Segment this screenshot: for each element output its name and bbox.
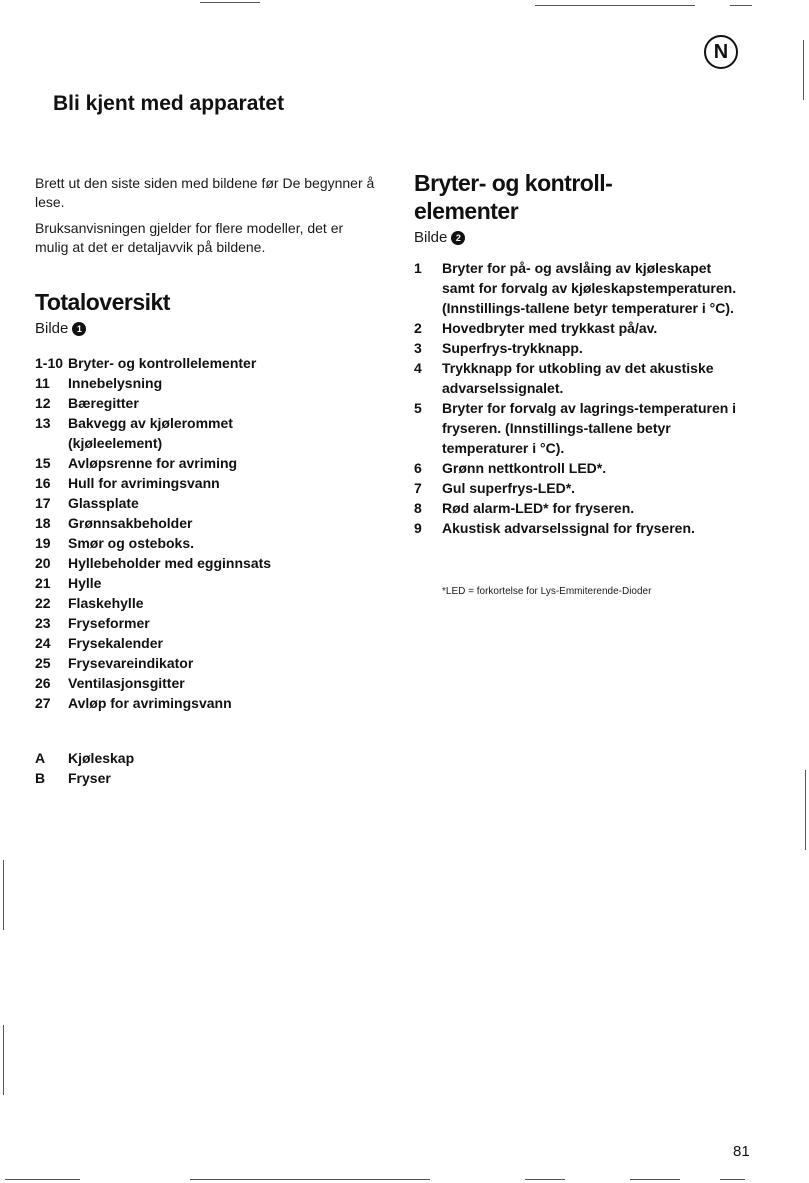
item-text: Hylle bbox=[68, 575, 102, 591]
list-item bbox=[35, 633, 405, 653]
list-item bbox=[414, 258, 744, 318]
list-item bbox=[35, 393, 405, 413]
language-badge-label: N bbox=[713, 41, 729, 63]
item-text: Grønnsakbeholder bbox=[68, 515, 193, 531]
item-number: 21 bbox=[35, 575, 51, 591]
overview-figure-ref bbox=[35, 320, 86, 337]
list-item bbox=[35, 373, 405, 393]
item-number: 23 bbox=[35, 615, 51, 631]
list-item bbox=[414, 498, 744, 518]
item-number: A bbox=[35, 750, 46, 766]
led-footnote: *LED = forkortelse for Lys-Emmiterende-Dioder bbox=[442, 586, 652, 597]
item-number: 13 bbox=[35, 415, 51, 431]
item-text: Trykknapp for utkobling av det akustiske advarselssignalet. bbox=[442, 360, 714, 396]
figure-label: Bilde bbox=[35, 320, 69, 337]
page-number: 81 bbox=[733, 1143, 750, 1160]
list-item bbox=[35, 353, 405, 373]
list-item bbox=[414, 478, 744, 498]
list-item bbox=[35, 748, 235, 768]
item-text: Bakvegg av kjølerommet (kjøleelement) bbox=[68, 415, 233, 451]
item-number: 2 bbox=[414, 320, 422, 336]
item-text: Ventilasjonsgitter bbox=[68, 675, 185, 691]
list-item bbox=[35, 553, 405, 573]
list-item bbox=[414, 458, 744, 478]
item-number: 19 bbox=[35, 535, 51, 551]
item-text: Innebelysning bbox=[68, 375, 163, 391]
item-text: Akustisk advarselssignal for fryseren. bbox=[442, 520, 695, 536]
controls-list bbox=[414, 258, 744, 538]
overview-list bbox=[35, 353, 405, 713]
item-text: Smør og osteboks. bbox=[68, 535, 195, 551]
item-text: Flaskehylle bbox=[68, 595, 144, 611]
item-number: 4 bbox=[414, 360, 422, 376]
item-text: Bæregitter bbox=[68, 395, 139, 411]
item-number: 11 bbox=[35, 375, 50, 391]
list-item bbox=[35, 693, 405, 713]
list-item bbox=[414, 398, 744, 458]
list-item bbox=[414, 338, 744, 358]
item-number: B bbox=[35, 770, 46, 786]
list-item bbox=[35, 768, 235, 788]
item-text: Frysevareindikator bbox=[68, 655, 194, 671]
list-item bbox=[35, 593, 405, 613]
figure-number-badge: 1 bbox=[72, 322, 86, 336]
item-number: 17 bbox=[35, 495, 51, 511]
intro-title: Bli kjent med apparatet bbox=[53, 92, 285, 115]
item-text: Hovedbryter med trykkast på/av. bbox=[442, 320, 658, 336]
item-text: Glassplate bbox=[68, 495, 139, 511]
list-item bbox=[35, 533, 405, 553]
list-item bbox=[35, 493, 405, 513]
item-text: Fryser bbox=[68, 770, 111, 786]
item-text: Fryseformer bbox=[68, 615, 150, 631]
list-item bbox=[35, 413, 405, 453]
item-number: 5 bbox=[414, 400, 422, 416]
figure-number-badge: 2 bbox=[451, 231, 465, 245]
item-text: Bryter for forvalg av lagrings-temperaturen i fryseren. (Innstillings-tallene betyr temperaturer i °C). bbox=[442, 400, 737, 456]
item-text: Avløpsrenne for avriming bbox=[68, 455, 238, 471]
item-number: 15 bbox=[35, 455, 51, 471]
item-number: 18 bbox=[35, 515, 51, 531]
item-text: Bryter- og kontrollelementer bbox=[68, 355, 257, 371]
legend-list bbox=[35, 748, 235, 788]
intro-paragraph-1: Brett ut den siste siden med bildene før De begynner å lese. bbox=[35, 175, 375, 210]
item-text: Kjøleskap bbox=[68, 750, 135, 766]
figure-label: Bilde bbox=[414, 229, 448, 246]
list-item bbox=[35, 573, 405, 593]
list-item bbox=[414, 358, 744, 398]
overview-title: Totaloversikt bbox=[35, 289, 170, 315]
item-text: Hull for avrimingsvann bbox=[68, 475, 220, 491]
list-item bbox=[35, 673, 405, 693]
item-number: 8 bbox=[414, 500, 422, 516]
item-text: Bryter for på- og avslåing av kjøleskapet samt for forvalg av kjøleskapstemperaturen. (Innstillings-tallene betyr temperaturer i °C). bbox=[442, 260, 737, 316]
item-number: 27 bbox=[35, 695, 51, 711]
item-number: 20 bbox=[35, 555, 51, 571]
item-text: Gul superfrys-LED*. bbox=[442, 480, 576, 496]
item-text: Superfrys-trykknapp. bbox=[442, 340, 583, 356]
list-item bbox=[35, 453, 405, 473]
item-number: 9 bbox=[414, 520, 422, 536]
list-item bbox=[35, 513, 405, 533]
list-item bbox=[35, 653, 405, 673]
item-text: Avløp for avrimingsvann bbox=[68, 695, 232, 711]
item-number: 3 bbox=[414, 340, 422, 356]
intro-paragraph-2: Bruksanvisningen gjelder for flere modeller, det er mulig at det er detaljavvik på bildene. bbox=[35, 220, 344, 255]
item-number: 12 bbox=[35, 395, 51, 411]
item-text: Hyllebeholder med egginnsats bbox=[68, 555, 272, 571]
item-number: 24 bbox=[35, 635, 51, 651]
item-number: 26 bbox=[35, 675, 51, 691]
item-number: 16 bbox=[35, 475, 51, 491]
controls-title: Bryter- og kontroll-elementer bbox=[414, 170, 613, 224]
language-badge bbox=[704, 35, 738, 69]
item-number: 1 bbox=[414, 260, 422, 276]
list-item bbox=[414, 318, 744, 338]
list-item bbox=[414, 518, 744, 538]
item-number: 22 bbox=[35, 595, 51, 611]
list-item bbox=[35, 613, 405, 633]
item-text: Grønn nettkontroll LED*. bbox=[442, 460, 607, 476]
item-number: 1-10 bbox=[35, 355, 64, 371]
item-text: Frysekalender bbox=[68, 635, 163, 651]
item-number: 25 bbox=[35, 655, 51, 671]
controls-figure-ref bbox=[414, 229, 465, 246]
item-text: Rød alarm-LED* for fryseren. bbox=[442, 500, 635, 516]
list-item bbox=[35, 473, 405, 493]
item-number: 6 bbox=[414, 460, 422, 476]
item-number: 7 bbox=[414, 480, 422, 496]
